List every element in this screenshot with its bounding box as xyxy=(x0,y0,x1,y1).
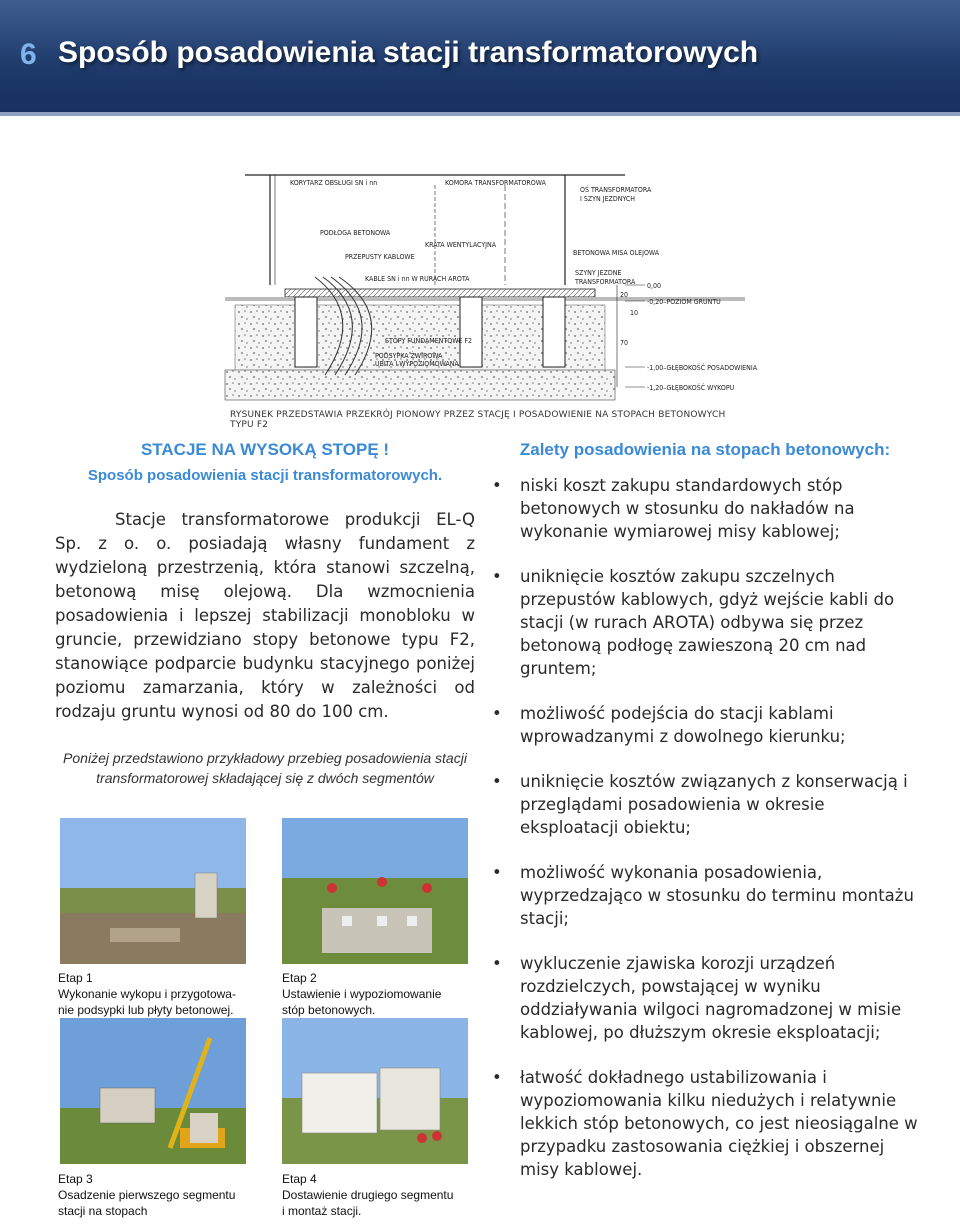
stage-1-number: Etap 1 xyxy=(58,971,93,985)
label-substrate-1: PODSYPKA ŻWIROWA xyxy=(375,352,443,360)
bullet-icon: • xyxy=(492,772,502,791)
advantage-item: • uniknięcie kosztów związanych z konserwacją i przeglądami posadowienia w okresie eksploatacji obiektu; xyxy=(492,772,908,837)
stage-3-line-2: stacji na stopach xyxy=(58,1204,148,1218)
stage-2-number: Etap 2 xyxy=(282,971,317,985)
bullet-icon: • xyxy=(492,954,502,973)
section-subtitle: Sposób posadowienia stacji transformatorowych. xyxy=(87,467,443,484)
label-depth-1: -1,00–GŁĘBOKOŚĆ POSADOWIENIA xyxy=(647,364,758,372)
label-axis-1: OŚ TRANSFORMATORA xyxy=(580,186,652,194)
photo-stage-4 xyxy=(282,1018,468,1164)
photos-note: Poniżej przedstawiono przykładowy przebieg posadowienia stacji transformatorowej składającej się z dwóch segmentów xyxy=(63,750,467,786)
bullet-icon: • xyxy=(492,704,502,723)
bullet-icon: • xyxy=(492,567,502,586)
stage-3-caption xyxy=(58,1171,258,1219)
photo-stage-3 xyxy=(60,1018,246,1164)
section-title: STACJE NA WYSOKĄ STOPĘ ! xyxy=(140,440,390,459)
advantage-item: • uniknięcie kosztów zakupu szczelnych przepustów kablowych, gdyż wejście kabli do stacji (w rurach AROTA) odbywa się przez betonową podłogę zawieszoną 20 cm nad gruntem; xyxy=(492,567,895,678)
label-level-0: 0,00 xyxy=(647,282,662,290)
photo-stage-2 xyxy=(282,818,468,964)
advantage-item: • łatwość dokładnego ustabilizowania i wypoziomowania kilku niedużych i relatywnie lekkich stóp betonowych, co jest nieosiągalne w przypadku zastosowania ciężkiej i obszernej misy kablowej. xyxy=(492,1068,918,1179)
stage-1-line-1: Wykonanie wykopu i przygotowa- xyxy=(58,987,236,1001)
stage-2-caption xyxy=(282,970,482,1018)
stage-2-line-1: Ustawienie i wypoziomowanie xyxy=(282,987,442,1001)
label-cables: KABLE SN i nn W RURACH AROTA xyxy=(365,275,470,283)
advantage-item: • wykluczenie zjawiska korozji urządzeń rozdzielczych, powstającej w wyniku oddziaływania wilgoci nagromadzonej w misie kablowej, po dłuższym okresie eksploatacji; xyxy=(492,954,902,1042)
label-rails-1: SZYNY JEZDNE xyxy=(575,269,622,277)
photo-stage-1 xyxy=(60,818,246,964)
page-header xyxy=(0,0,960,116)
foundation-cross-section-drawing xyxy=(225,165,758,425)
label-dim-70: 70 xyxy=(620,339,629,347)
advantage-item: • możliwość podejścia do stacji kablami wprowadzanymi z dowolnego kierunku; xyxy=(492,704,846,746)
stage-1-caption xyxy=(58,970,258,1018)
stage-2-line-2: stóp betonowych. xyxy=(282,1003,376,1017)
right-column xyxy=(490,440,920,1203)
label-corridor: KORYTARZ OBSŁUGI SN i nn xyxy=(290,179,378,187)
advantages-list xyxy=(490,474,920,1181)
label-feet: STOPY FUNDAMENTOWE F2 xyxy=(385,337,473,345)
bullet-icon: • xyxy=(492,863,502,882)
label-dim-10: 10 xyxy=(630,309,639,317)
left-column xyxy=(55,440,475,788)
label-passages: PRZEPUSTY KABLOWE xyxy=(345,253,415,261)
page-title: Sposób posadowienia stacji transformatorowych xyxy=(58,36,759,69)
label-oilpan: BETONOWA MISA OLEJOWA xyxy=(573,249,660,257)
stage-1-line-2: nie podsypki lub płyty betonowej. xyxy=(58,1003,234,1017)
advantage-item: • niski koszt zakupu standardowych stóp betonowych w stosunku do nakładów na wykonanie wymiarowej misy kablowej; xyxy=(492,476,855,541)
bullet-icon: • xyxy=(492,1068,502,1087)
label-grate: KRATA WENTYLACYJNA xyxy=(425,241,497,249)
intro-paragraph: Stacje transformatorowe produkcji EL-Q Sp. z o. o. posiadają własny fundament z wydzieloną przestrzenią, która stanowi szczelną, betonową misę olejową. Dla wzmocnienia posadowienia i lepszej stabilizacji monobloku w gruncie, przewidziano stopy betonowe typu F2, stanowiące podparcie budynku stacyjnego poniżej poziomu zamarzania, który w zależności od rodzaju gruntu wynosi od 80 do 100 cm. xyxy=(55,510,475,721)
label-ground-level: -0,20–POZIOM GRUNTU xyxy=(647,298,721,306)
label-dim-20: 20 xyxy=(620,291,629,299)
label-substrate-2: UBITA I WYPOZIOMOWANA xyxy=(375,360,459,368)
stage-3-number: Etap 3 xyxy=(58,1172,93,1186)
label-depth-2: -1,20–GŁĘBOKOŚĆ WYKOPU xyxy=(647,384,735,392)
stage-4-line-2: i montaż stacji. xyxy=(282,1204,362,1218)
stage-4-number: Etap 4 xyxy=(282,1172,317,1186)
label-rails-2: TRANSFORMATORA xyxy=(575,278,636,286)
label-axis-2: I SZYN JEZDNYCH xyxy=(580,195,636,203)
stage-4-caption xyxy=(282,1171,482,1219)
advantages-title: Zalety posadowienia na stopach betonowych: xyxy=(519,440,891,459)
stage-3-line-1: Osadzenie pierwszego segmentu xyxy=(58,1188,236,1202)
advantage-item: • możliwość wykonania posadowienia, wyprzedzająco w stosunku do terminu montażu stacji; xyxy=(492,863,914,928)
section-number: 6 xyxy=(20,38,37,71)
label-floor: PODŁOGA BETONOWA xyxy=(320,229,391,237)
drawing-caption: RYSUNEK PRZEDSTAWIA PRZEKRÓJ PIONOWY PRZEZ STACJĘ I POSADOWIENIE NA STOPACH BETONOWYCH TYPU F2 xyxy=(230,410,726,430)
label-chamber: KOMORA TRANSFORMATOROWA xyxy=(445,179,546,187)
bullet-icon: • xyxy=(492,476,502,495)
stage-4-line-1: Dostawienie drugiego segmentu xyxy=(282,1188,454,1202)
